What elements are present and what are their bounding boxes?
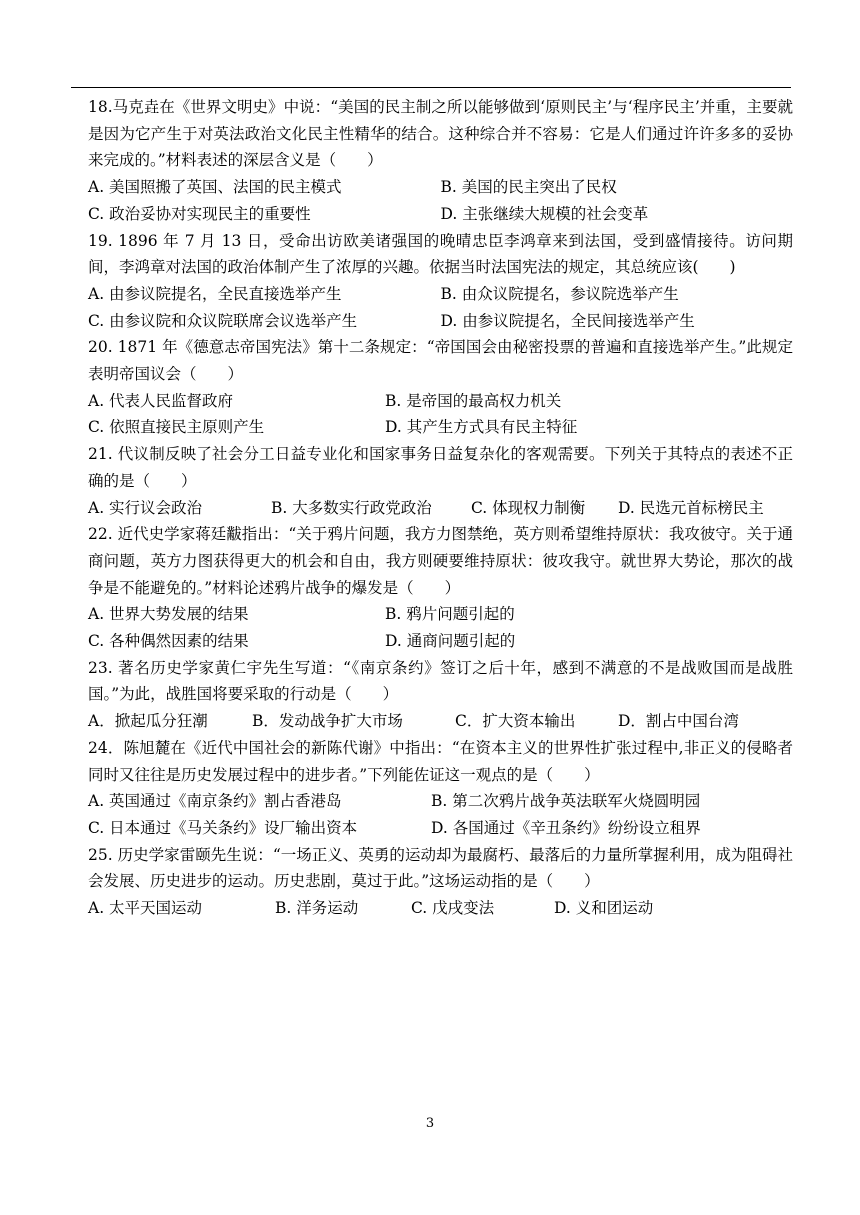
- option-a: A. 实行议会政治: [88, 498, 203, 517]
- option-a: A. 美国照搬了英国、法国的民主模式: [88, 178, 342, 197]
- option-b: B. 由众议院提名，参议院选举产生: [440, 284, 679, 303]
- option-a: A. 由参议院提名，全民直接选举产生: [88, 284, 342, 303]
- question-stem: 19. 1896 年 7 月 13 日，受命出访欧美诸强国的晚晴忠臣李鸿章来到法国，受到盛情接待。访问期间，李鸿章对法国的政治体制产生了浓厚的兴趣。依据当时法国宪法的规定，其总统应该( ): [88, 231, 793, 277]
- question-22: [88, 521, 793, 655]
- question-stem: 18.马克垚在《世界文明史》中说：“美国的民主制之所以能够做到‘原则民主’与‘程序民主’并重，主要就是因为它产生于对英法政治文化民主性精华的结合。这种综合并不容易：它是人们通过许许多多的妥协来完成的。”材料表述的深层含义是（ ）: [88, 98, 793, 170]
- option-a: A. 太平天国运动: [88, 899, 203, 918]
- question-25: [88, 842, 793, 922]
- option-row: [88, 281, 793, 308]
- option-row: [88, 201, 793, 228]
- option-a: A. 英国通过《南京条约》割占香港岛: [88, 792, 342, 811]
- option-d: D. 通商问题引起的: [385, 632, 516, 651]
- option-c: C. 政治妥协对实现民主的重要性: [88, 204, 311, 223]
- option-b: B. 鸦片问题引起的: [385, 605, 515, 624]
- question-stem: 24．陈旭麓在《近代中国社会的新陈代谢》中指出：“在资本主义的世界性扩张过程中,非正义的侵略者同时又往往是历史发展过程中的进步者。”下列能佐证这一观点的是（ ）: [88, 738, 793, 784]
- option-d: D. 由参议院提名，全民间接选举产生: [440, 311, 695, 330]
- option-d: D. 民选元首标榜民主: [618, 498, 764, 517]
- question-stem: 21. 代议制反映了社会分工日益专业化和国家事务日益复杂化的客观需要。下列关于其特点的表述不正确的是（ ）: [88, 445, 793, 490]
- option-d: D. 主张继续大规模的社会变革: [440, 204, 649, 223]
- question-stem: 22. 近代史学家蒋廷黻指出：“关于鸦片问题，我方力图禁绝，英方则希望维持原状：我攻彼守。关于通商问题，英方力图获得更大的机会和自由，我方则硬要维持原状：彼攻我守。就世界大势论，那次的战争是不能避免的。”材料论述鸦片战争的爆发是（ ）: [88, 525, 793, 597]
- option-c: C. 由参议院和众议院联席会议选举产生: [88, 311, 358, 330]
- option-row: [88, 308, 793, 335]
- option-row: [88, 495, 793, 522]
- option-row: [88, 601, 793, 628]
- option-b: B. 洋务运动: [275, 899, 359, 918]
- option-c: C. 体现权力制衡: [471, 498, 586, 517]
- question-19: [88, 228, 793, 335]
- option-a: A. 世界大势发展的结果: [88, 605, 249, 624]
- question-20: [88, 334, 793, 441]
- option-d: D. 其产生方式具有民主特征: [385, 418, 578, 437]
- option-c: C. 日本通过《马关条约》设厂输出资本: [88, 818, 358, 837]
- option-row: [88, 174, 793, 201]
- question-23: [88, 655, 793, 735]
- question-stem: 25. 历史学家雷颐先生说：“一场正义、英勇的运动却为最腐朽、最落后的力量所掌握利用，成为阻碍社会发展、历史进步的运动。历史悲剧，莫过于此。”这场运动指的是（ ）: [88, 845, 793, 891]
- option-d: D. 义和团运动: [554, 899, 654, 918]
- page-number: 3: [425, 1116, 435, 1131]
- option-row: [88, 628, 793, 655]
- header-rule: [71, 87, 791, 88]
- option-row: [88, 414, 793, 441]
- option-c: C. 戊戌变法: [411, 899, 495, 918]
- question-stem: 23. 著名历史学家黄仁宇先生写道：“《南京条约》签订之后十年，感到不满意的不是战败国而是战胜国。”为此，战胜国将要采取的行动是（ ）: [88, 658, 793, 704]
- option-c: C. 依照直接民主原则产生: [88, 418, 265, 437]
- question-list: [88, 94, 793, 922]
- option-row: [88, 815, 793, 842]
- option-d: D．割占中国台湾: [618, 712, 739, 731]
- question-24: [88, 735, 793, 842]
- option-b: B. 第二次鸦片战争英法联军火烧圆明园: [431, 792, 701, 811]
- option-b: B. 是帝国的最高权力机关: [385, 391, 562, 410]
- option-row: [88, 388, 793, 415]
- option-row: [88, 895, 793, 922]
- option-a: A. 代表人民监督政府: [88, 391, 234, 410]
- option-b: B. 美国的民主突出了民权: [440, 178, 617, 197]
- option-c: C．扩大资本输出: [455, 712, 576, 731]
- question-18: [88, 94, 793, 228]
- option-c: C. 各种偶然因素的结果: [88, 632, 249, 651]
- option-row: [88, 788, 793, 815]
- option-b: B. 大多数实行政党政治: [271, 498, 432, 517]
- question-21: [88, 441, 793, 521]
- option-row: [88, 708, 793, 735]
- option-d: D. 各国通过《辛丑条约》纷纷设立租界: [431, 818, 701, 837]
- question-stem: 20. 1871 年《德意志帝国宪法》第十二条规定：“帝国国会由秘密投票的普遍和直接选举产生。”此规定表明帝国议会（ ）: [88, 338, 793, 384]
- option-a: A．掀起瓜分狂潮: [88, 712, 208, 731]
- option-b: B．发动战争扩大市场: [252, 712, 403, 731]
